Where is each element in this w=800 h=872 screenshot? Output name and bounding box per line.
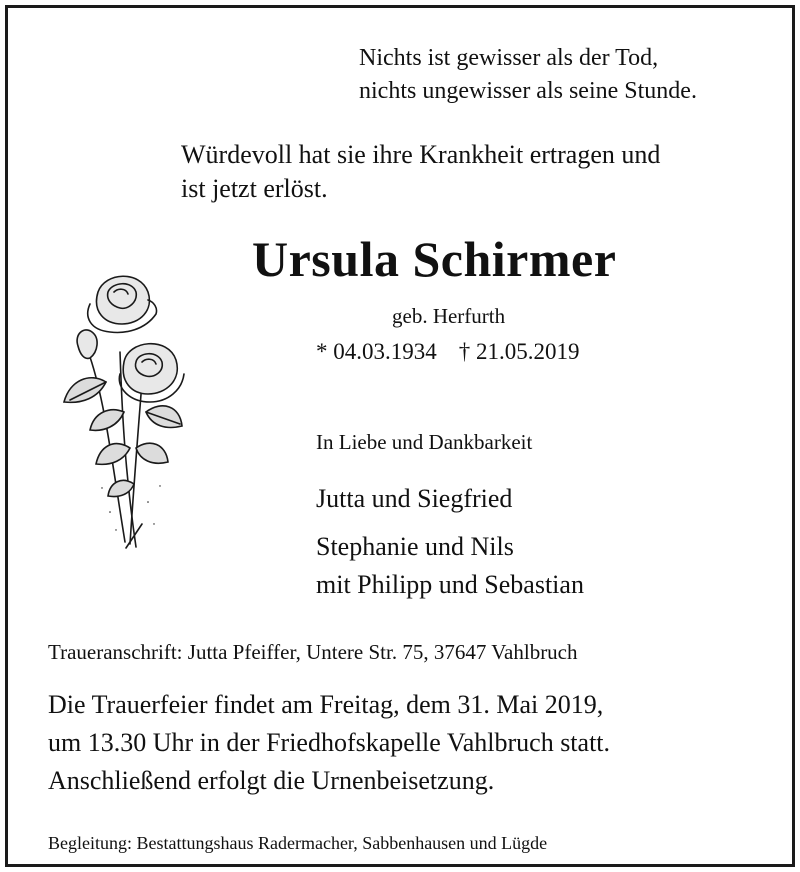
rose-bouquet-icon (50, 262, 190, 557)
ceremony-line-1: Die Trauerfeier findet am Freitag, dem 31. Mai 2019, (48, 690, 604, 719)
quote-line-2: nichts ungewisser als seine Stunde. (359, 78, 697, 104)
obituary-card (5, 5, 795, 867)
family-line-2: Stephanie und Nils (316, 532, 514, 561)
ceremony-line-2: um 13.30 Uhr in der Friedhofskapelle Vahlbruch statt. (48, 728, 611, 757)
life-dates (316, 340, 580, 363)
funeral-home-credit: Begleitung: Bestattungshaus Radermacher, Sabbenhausen und Lügde (48, 833, 548, 853)
intro-line-2: ist jetzt erlöst. (181, 174, 328, 203)
deceased-name: Ursula Schirmer (252, 231, 617, 287)
family-line-1: Jutta und Siegfried (316, 484, 513, 513)
death-date: † 21.05.2019 (458, 339, 580, 364)
mourning-address: Traueranschrift: Jutta Pfeiffer, Untere Str. 75, 37647 Vahlbruch (48, 640, 578, 664)
birth-date: * 04.03.1934 (316, 339, 437, 364)
quote-line-1: Nichts ist gewisser als der Tod, (359, 45, 659, 71)
maiden-name: geb. Herfurth (392, 304, 506, 328)
family-line-3: mit Philipp und Sebastian (316, 570, 584, 599)
ceremony-line-3: Anschließend erfolgt die Urnenbeisetzung. (48, 766, 495, 795)
dedication-text: In Liebe und Dankbarkeit (316, 430, 533, 454)
intro-line-1: Würdevoll hat sie ihre Krankheit ertragen und (181, 140, 661, 169)
